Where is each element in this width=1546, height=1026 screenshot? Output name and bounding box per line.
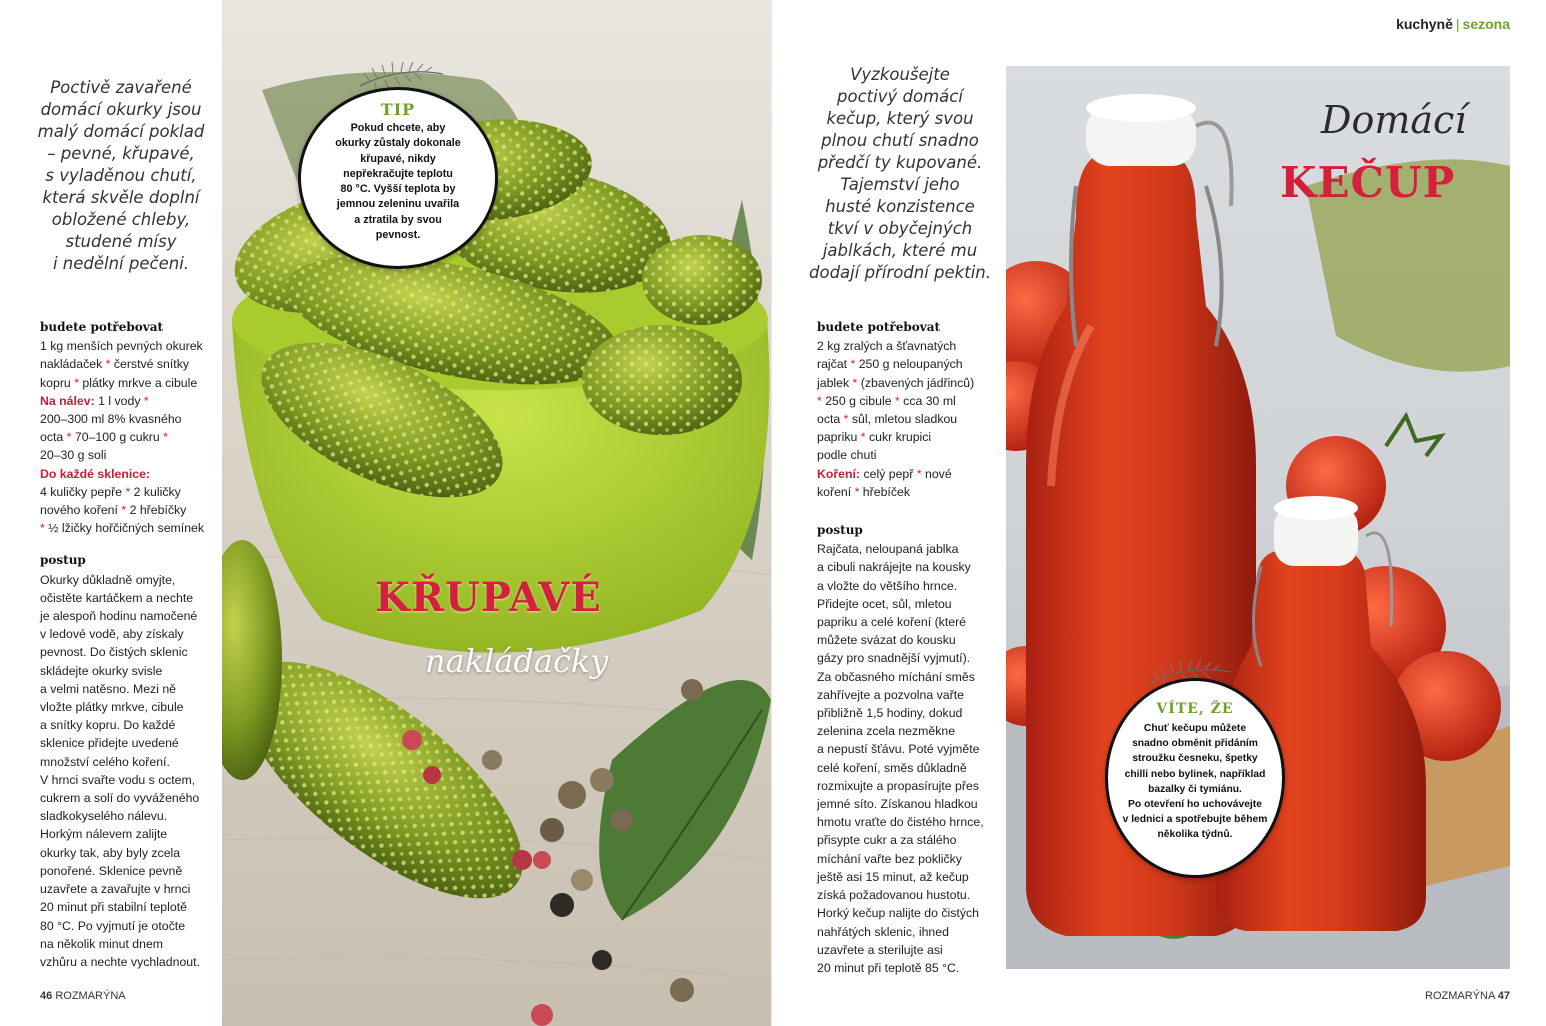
- left-page-number: 46: [40, 990, 53, 1002]
- bullet-star: *: [894, 393, 900, 408]
- right-method-text: Rajčata, neloupaná jablka a cibuli nakrájejte na kousky a vložte do většího hrnce. Přidejte ocet, sůl, mletou papriku a celé koření (které můžete svázat do kousku gázy pro snadnější vyjmutí). Za občasného míchání směs zahřívejte a pozvolna vařte přibližně 1,5 hodiny, dokud zelenina zcela nezměkne a nepustí šťávu. Poté vyjměte celé koření, směs důkladně rozmixujte a propasírujte přes jemné síto. Získanou hladkou hmotu vraťte do čistého hrnce, přisypte cukr a za stálého míchání vařte bez pokličky ještě asi 15 minut, až kečup získá požadovanou hustotu. Horký kečup nalijte do čistých nahřátých sklenic, ihned uzavřete a sterilujte asi 20 minut při teplotě 85 °C.: [817, 542, 984, 975]
- section-header: [1396, 16, 1510, 32]
- left-ingredients-heading: budete potřebovat: [40, 320, 164, 334]
- bullet-star: *: [843, 412, 849, 427]
- right-page-number: 47: [1497, 990, 1510, 1002]
- bullet-star: *: [852, 375, 858, 390]
- left-title-main: KŘUPAVÉ: [375, 574, 602, 621]
- left-jar-label: Do každé sklenice:: [40, 466, 151, 481]
- right-footer: [1425, 990, 1510, 1002]
- tip-title: TIP: [380, 100, 416, 119]
- left-intro: Poctivě zavařené domácí okurky jsou malý domácí poklad – pevné, křupavé, s vyladěnou chutí, která skvěle doplní obložené chleby, studené mísy i nedělní pečeni.: [37, 78, 205, 273]
- bullet-star: *: [40, 521, 45, 536]
- bullet-star: *: [916, 466, 922, 481]
- right-magazine-name: ROZMARÝNA: [1425, 990, 1495, 1002]
- bullet-star: *: [74, 375, 79, 390]
- bullet-star: *: [105, 357, 111, 372]
- left-brine-label: Na nálev:: [40, 393, 95, 408]
- right-recipe-column: [817, 318, 1007, 977]
- right-page: [773, 0, 1546, 1026]
- tip-text: Pokud chcete, aby okurky zůstaly dokonale křupavé, nikdy nepřekračujte teplotu 80 °C. Vyšší teplota by jemnou zeleninu uvařila a ztratila by svou pevnost.: [335, 122, 461, 242]
- section-separator: |: [1455, 16, 1460, 32]
- section-name: kuchyně: [1396, 16, 1453, 32]
- right-intro: Vyzkoušejte poctivý domácí kečup, který svou plnou chutí snadno předčí ty kupované. Tajemství jeho husté konzistence tkví v obyčejných jablkách, které mu dodají přírodní pektin.: [809, 65, 991, 282]
- left-jar-text: 4 kuličky pepře * 2 kuličky nového koření * 2 hřebíčky * ½ lžičky hořčičných semínek: [40, 484, 205, 536]
- bullet-star: *: [817, 393, 822, 408]
- left-recipe-column: [40, 318, 230, 971]
- right-ingredients-main: 2 kg zralých a šťavnatých rajčat * 250 g neloupaných jablek * (zbavených jádřinců) * 250 g cibule * cca 30 ml octa * sůl, mletou sladkou papriku * cukr krupici podle chuti: [817, 339, 975, 463]
- right-title-main: KEČUP: [1280, 158, 1456, 207]
- right-spice-text: celý pepř * nové koření * hřebíček: [817, 466, 952, 499]
- did-you-know-text: Chuť kečupu můžete snadno obměnit přidáním stroužku česneku, špetky chilli nebo bylinek, například bazalky či tymiánu. Po otevření ho uchovávejte v lednici a spotřebujte během několika týdnů.: [1122, 723, 1268, 841]
- bullet-star: *: [125, 484, 131, 499]
- left-ingredients-main: 1 kg menších pevných okurek nakládaček * čerstvé snítky kopru * plátky mrkve a cibule: [40, 339, 203, 390]
- did-you-know-title: VÍTE, ŽE: [1156, 701, 1234, 717]
- right-method-heading: postup: [817, 523, 863, 538]
- bullet-star: *: [850, 357, 856, 372]
- left-method-heading: postup: [40, 553, 86, 568]
- section-sub: sezona: [1462, 16, 1510, 32]
- right-title-script: Domácí: [1321, 98, 1467, 142]
- left-brine-text: 1 l vody * 200–300 ml 8% kvasného octa * 70–100 g cukru * 20–30 g soli: [40, 393, 182, 463]
- left-magazine-name: ROZMARÝNA: [55, 990, 126, 1002]
- left-footer: [40, 990, 126, 1002]
- right-ingredients-heading: budete potřebovat: [817, 320, 941, 334]
- right-spice-label: Koření:: [817, 466, 861, 481]
- tip-badge: [298, 87, 498, 269]
- bullet-star: *: [860, 430, 866, 445]
- bullet-star: *: [121, 503, 127, 518]
- left-method-text: Okurky důkladně omyjte, očistěte kartáčkem a nechte je alespoň hodinu namočené v ledové vodě, aby získaly pevnost. Do čistých sklenic skládejte okurky svisle a velmi natěsno. Mezi ně vložte plátky mrkve, cibule a snítky kopru. Do každé sklenice přidejte uvedené množství celého koření. V hrnci svařte vodu s octem, cukrem a solí do vyváženého sladkokyselého nálevu. Horkým nálevem zalijte okurky tak, aby byly zcela ponořené. Sklenice pevně uzavřete a zavařujte v hrnci 20 minut při stabilní teplotě 80 °C. Po vyjmutí je otočte na několik minut dnem vzhůru a nechte vychladnout.: [40, 572, 200, 969]
- bullet-star: *: [163, 430, 168, 445]
- bullet-star: *: [143, 393, 149, 408]
- left-title-script: nakládačky: [425, 642, 609, 680]
- bullet-star: *: [66, 430, 72, 445]
- did-you-know-badge: [1105, 678, 1285, 878]
- bullet-star: *: [854, 484, 860, 499]
